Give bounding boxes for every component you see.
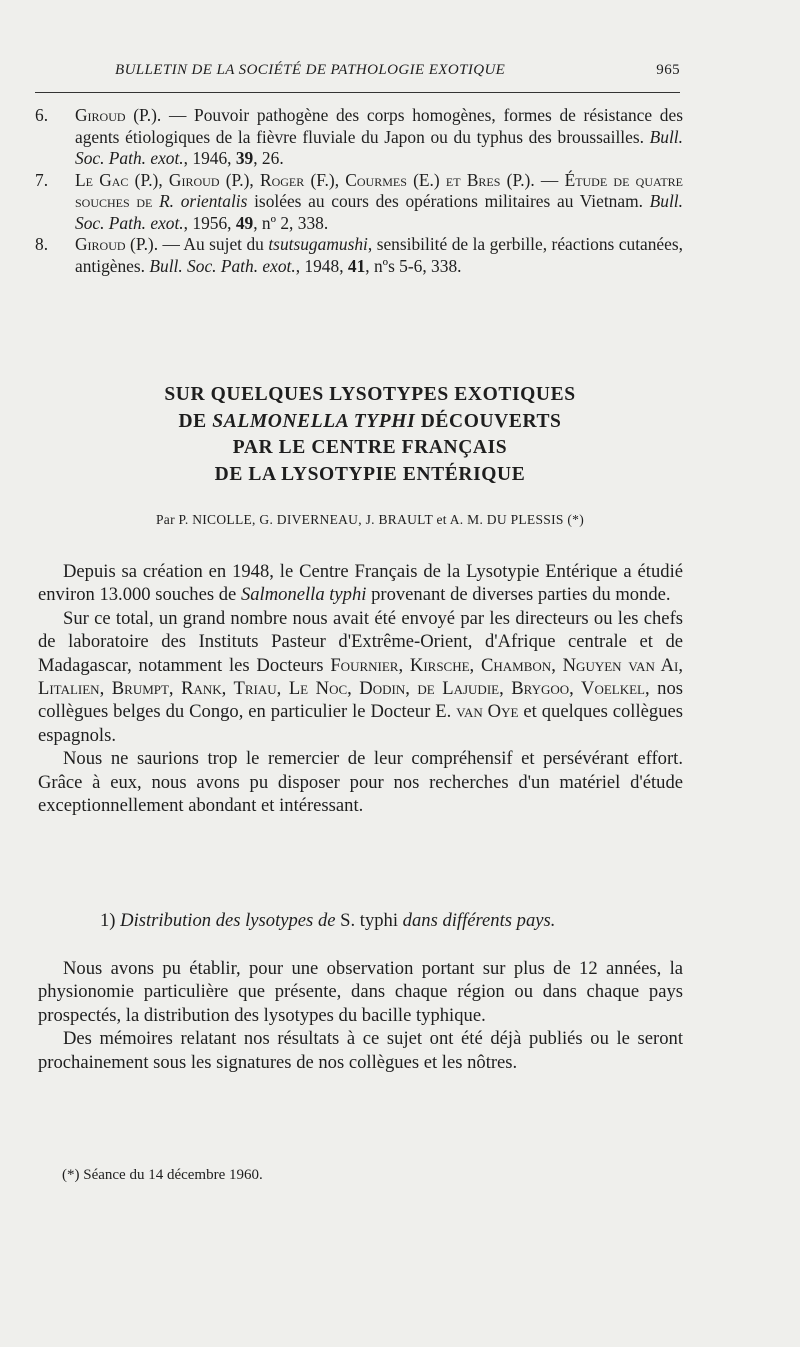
reference-journal: Bull. Soc. Path. exot. (75, 191, 683, 233)
reference-text (75, 234, 683, 277)
paragraph-1 (38, 560, 683, 607)
section-body (38, 957, 683, 1074)
paragraph-5: Des mémoires relatant nos résultats à ce sujet ont été déjà publiés ou le seront prochainement sous les signatures de nos collègues et les nôtres. (38, 1028, 683, 1073)
reference-8 (35, 234, 683, 277)
title-line-1: SUR QUELQUES LYSOTYPES EXOTIQUES (164, 384, 576, 405)
reference-body: (P.). — Pouvoir pathogène des corps homogènes, formes de résistance des agents étiologiques de la fièvre fluviale du Japon ou du typhus des broussailles. (75, 105, 683, 147)
reference-volume: 41 (347, 255, 366, 276)
reference-number: 6. (35, 105, 49, 125)
reference-year: , 1946, (183, 148, 236, 168)
reference-number: 8. (35, 234, 49, 254)
reference-pages: , nº 2, 338. (253, 212, 329, 233)
section-title-start: Distribution des lysotypes de (120, 910, 341, 931)
section-species: S. typhi (340, 910, 399, 931)
reference-volume: 49 (235, 212, 254, 233)
reference-species: R. orientalis (159, 191, 248, 211)
section-number: 1) (100, 910, 121, 931)
title-line-4: DE LA LYSOTYPIE ENTÉRIQUE (214, 463, 526, 485)
reference-text (75, 170, 683, 235)
reference-7 (35, 170, 683, 235)
authors-byline: Par P. NICOLLE, G. DIVERNEAU, J. BRAULT et A. M. DU PLESSIS (*) (155, 512, 585, 527)
journal-title: BULLETIN DE LA SOCIÉTÉ DE PATHOLOGIE EXOTIQUE (115, 62, 506, 78)
paragraph-1-text: Depuis sa création en 1948, le Centre Français de la Lysotypie Entérique a étudié environ 13.000 souches de (38, 561, 683, 606)
title-species: SALMONELLA TYPHI (212, 410, 416, 432)
reference-authors: Le Gac (P.), Giroud (P.), Roger (F.), Courmes (E.) et Bres (P.). — Étude de quatre souches de (75, 169, 683, 211)
paragraph-1-end: provenant de diverses parties du monde. (366, 584, 671, 606)
reference-year: , 1956, (183, 212, 236, 233)
paragraph-2-end: et quelques collègues espagnols. (38, 701, 683, 746)
reference-author: Giroud (75, 105, 126, 125)
paragraph-3: Nous ne saurions trop le remercier de leur compréhensif et persévérant effort. Grâce à eux, nous avons pu disposer pour nos recherches d'un matériel d'étude exceptionnellement abondant et intéressant. (38, 748, 683, 817)
reference-journal: Bull. Soc. Path. exot. (149, 255, 296, 276)
doctor-name-van-oye: van Oye (456, 701, 519, 723)
reference-body: isolées au cours des opérations militaires au Vietnam. (247, 191, 650, 211)
title-line-2-start: DE (178, 410, 213, 432)
paragraph-2-mid: nos collègues belges du Congo, en particulier le Docteur E. (38, 678, 683, 723)
title-line-3: PAR LE CENTRE FRANÇAIS (232, 437, 508, 458)
reference-text (75, 105, 683, 170)
title-line-2 (60, 409, 680, 436)
article-body (38, 560, 683, 817)
paragraph-4: Nous avons pu établir, pour une observation portant sur plus de 12 années, la physionomie particulière que présente, dans chaque région ou dans chaque pays prospectés, la distribution des lysotypes du bacille typhique. (38, 958, 683, 1026)
reference-year: , 1948, (295, 255, 348, 276)
article-title (60, 382, 680, 488)
reference-author: Giroud (75, 234, 126, 254)
reference-pages: , nºs 5-6, 338. (365, 255, 462, 276)
reference-volume: 39 (235, 148, 254, 168)
doctor-names: Fournier, Kirsche, Chambon, Nguyen van Ai, Litalien, Brumpt, Rank, Triau, Le Noc, Dodin, de Lajudie, Brygoo, Voelkel, (38, 654, 684, 700)
reference-number: 7. (35, 169, 49, 190)
paragraph-2 (38, 607, 683, 747)
reference-term: tsutsugamushi (268, 234, 368, 254)
reference-body-2: , sensibilité de la gerbille, réactions cutanées, antigènes. (75, 234, 683, 276)
reference-journal: Bull. Soc. Path. exot. (75, 126, 683, 168)
title-line-2-end: DÉCOUVERTS (415, 410, 562, 432)
header-rule (35, 92, 680, 93)
paragraph-2-text: Sur ce total, un grand nombre nous avait été envoyé par les directeurs ou les chefs de laboratoire des Instituts Pasteur d'Extrême-Orient, d'Afrique centrale et de Madagascar, notamment les Docteurs (38, 607, 683, 676)
reference-pages: , 26. (253, 148, 284, 168)
species-name: Salmonella typhi (240, 584, 367, 606)
references-list (35, 105, 683, 277)
footnote: (*) Séance du 14 décembre 1960. (62, 1167, 263, 1183)
reference-body: (P.). — Au sujet du (125, 234, 269, 254)
section-heading (100, 910, 700, 932)
reference-6 (35, 105, 683, 170)
section-title-end: dans différents pays. (398, 910, 556, 931)
page-number: 965 (656, 62, 680, 78)
